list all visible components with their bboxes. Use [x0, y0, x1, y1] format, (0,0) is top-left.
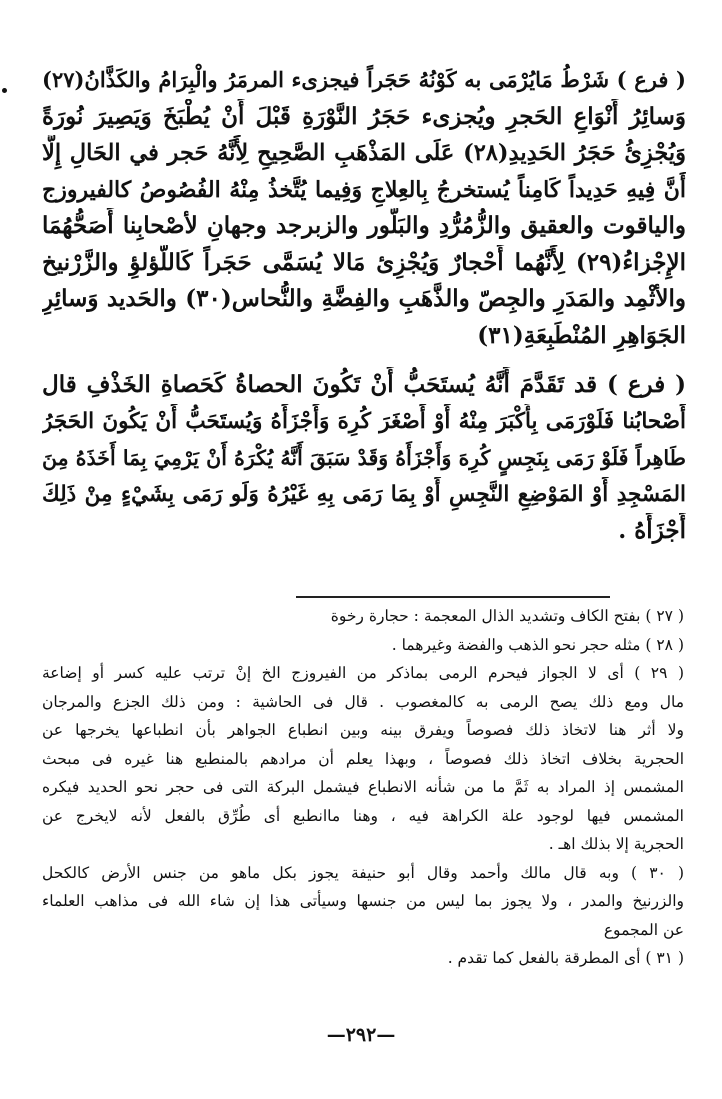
main-line: الجَوَاهِرِ المُنْطَبِعَةِ(٣١) [477, 321, 686, 349]
footnote-line: ( ٢٧ ) بفتح الكاف وتشديد الذال المعجمة : حجارة رخوة [330, 607, 684, 625]
main-line: طَاهِراً فَلَوْ رَمَى بِنَجِسٍ كُرِهَ وَأَجْزَأَهُ وَقَدْ سَبَقَ أَنَّهُ يُكْرَهُ أَنْ يَرْمِيَ بِمَا أَخَذَهُ مِنَ [42, 446, 686, 470]
footnote-line: ( ٣١ ) أى المطرقة بالفعل كما تقدم . [447, 949, 684, 967]
footnote-line: والزرنيخ والمدر ، ولا يجوز بما ليس من جنسها وسيأتى هذا إن شاء الله فى مذاهب العلماء [42, 892, 684, 910]
footnote-line: المشمس إذ المراد به ثَمَّ ما من شأنه الانطباع فيشمل البركة التى فى حجر نحو الحديد فيكره [42, 778, 684, 796]
margin-dot [2, 88, 7, 93]
main-line: أَجْزَأَهُ . [618, 517, 686, 544]
page-number: —٢٩٢— [326, 1024, 396, 1046]
main-line: ( فرع ) شَرْطُ مَايُرْمَى به كَوْنُهُ حَجَراً فيجزىء المرمَرُ والْبِرَامُ والكَذَّانُ(٢٧) [42, 67, 686, 92]
main-line: وَسائِرُ أَنْوَاعِ الحَجرِ ويُجزىء حَجَرُ النَّوْرَةِ قَبْلَ أَنْ يُطْبَخَ وَيَصِيرَ نُورَةً [42, 102, 686, 130]
footnote-line: ولا أثر هنا لاتخاذ ذلك فصوصاً ويفرق بينه وبين انطباع الجواهر بأن انطباعها يخرجها عن [42, 721, 684, 739]
main-line: المَسْجِدِ أَوْ المَوْضِعِ النَّجِسِ أَوْ بِمَا رَمَى بِهِ غَيْرُهُ وَلَو رَمَى بِشَيْءٍ مِنْ ذَلِكَ [42, 481, 686, 507]
main-line: أَصْحابُنا فَلَوْرَمَى بِأَكْبَرَ مِنْهُ أَوْ أَصْغَرَ كُرِهَ وَأَجْزَأَهُ وَيُستَحَبُّ أَنْ يَكُونَ الحَجَرُ [42, 408, 686, 434]
footnote-line: ( ٣٠ ) وبه قال مالك وأحمد وقال أبو حنيفة يجوز بكل ماهو من جنس الأرض كالكحل [42, 863, 684, 882]
footnote-line: عن المجموع [603, 920, 684, 939]
footnote-line: المشمس فيها لوجود علة الكراهة فيه ، وهنا ماانطبع أى طُرِّق بالفعل لأنه لايخرج عن [42, 806, 684, 825]
footnote-line: ( ٢٨ ) مثله حجر نحو الذهب والفضة وغيرهما . [391, 635, 684, 654]
footnote-line: الحجرية إلا بذلك اهـ . [548, 835, 684, 853]
footnotes [42, 602, 684, 973]
footnote-separator [296, 596, 610, 598]
main-line: وَيُجْزِئُ حَجَرُ الحَدِيدِ(٢٨) عَلَى المَذْهَبِ الصَّحِيحِ لِأَنَّهُ حَجر في الحَالِ إِلَّا [42, 140, 686, 166]
main-line: أَنَّ فِيهِ حَدِيداً كَامِناً يُستخرجُ بِالعِلاجِ وَفِيما يُتَّخذُ مِنْهُ الفُصُوصُ كالفيروزج [42, 176, 686, 203]
main-line: ( فرع ) قد تَقَدَّمَ أَنَّهُ يُستَحَبُّ أَنْ تَكُونَ الحصاةُ كَحَصاةِ الخَذْفِ قال [42, 371, 686, 398]
footnote-line: الحجرية بخلاف اتخاذ ذلك فصوصاً ، وبهذا يعلم أن مرادهم بالمنطبع هنا غيره فى مبحث [42, 749, 684, 768]
main-line: الإِجْزاءُ(٢٩) لِأَنَّهُما أَحْجارٌ وَيُجْزِئ مَالا يُسَمَّى حَجَراً كَاللُّؤلؤِ والزَّرْنيخ [42, 248, 686, 276]
footnote-line: مال ومع ذلك يصح الرمى به كالمغصوب . قال فى الحاشية : ومن ذلك الجزع والمرجان [42, 692, 684, 711]
main-line: والياقوت والعقيق والزُّمُرُّدِ والبَلُّور والزبرجد وجهانِ لأصْحابِنا أَصَحُّهُمَا [42, 212, 686, 239]
main-text [42, 62, 686, 550]
main-line: والأثْمِد والمَدَرِ والجِصّ والذَّهَبِ والفِضَّةِ والنُّحاس(٣٠) والحَديد وَسائِرِ [42, 285, 686, 312]
footnote-line: ( ٢٩ ) أى لا الجواز فيحرم الرمى بماذكر من الفيروزج الخ إنْ ترتب عليه كسر أو إضاعة [42, 664, 684, 682]
